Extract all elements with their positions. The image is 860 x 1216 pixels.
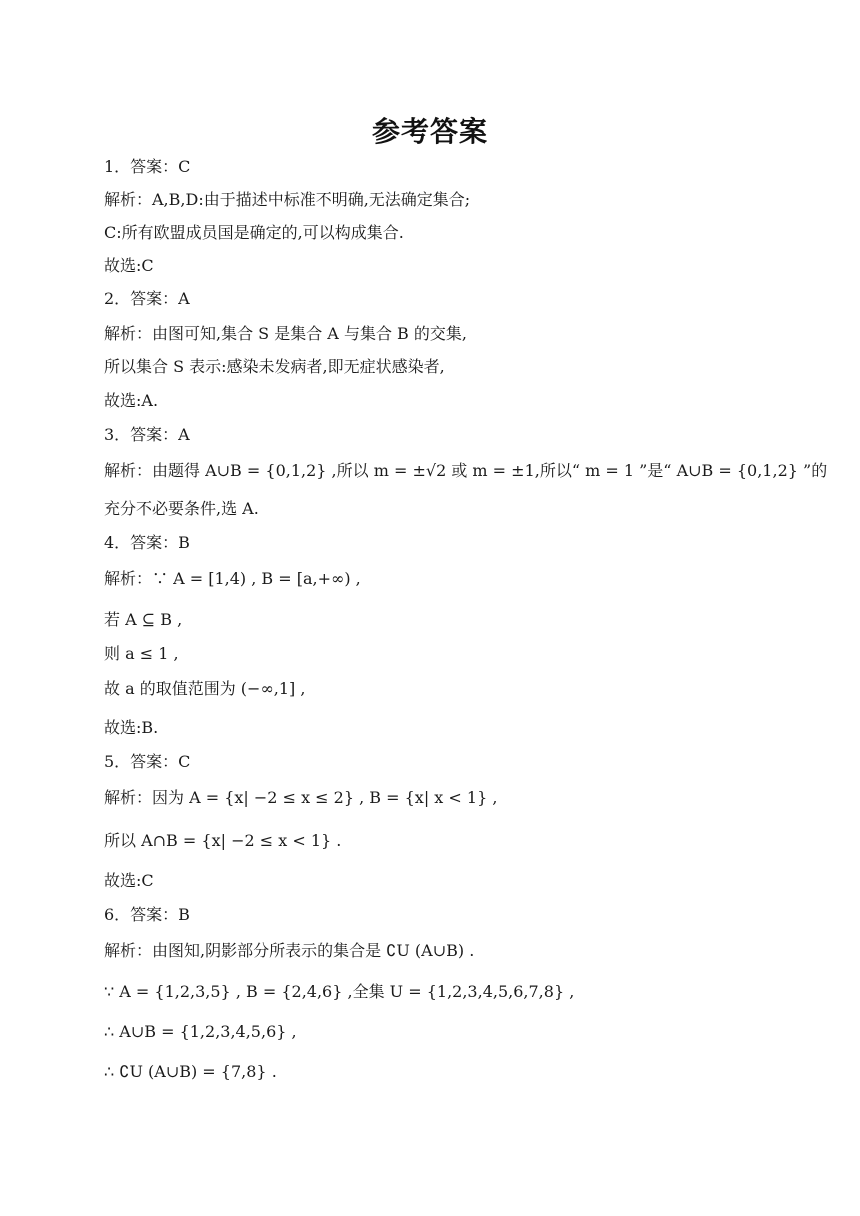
answer-5-explanation-cont: 所以 A∩B = {x| −2 ≤ x < 1} . (104, 831, 342, 850)
page-title: 参考答案 (371, 115, 488, 148)
answer-6-explanation: 解析：由图知,阴影部分所表示的集合是 ∁U (A∪B) . (104, 941, 475, 960)
answer-1-explanation-cont: C:所有欧盟成员国是确定的,可以构成集合. (104, 223, 404, 242)
answer-1-header: 1．答案：C (104, 157, 191, 176)
answer-2-explanation: 解析：由图可知,集合 S 是集合 A 与集合 B 的交集, (104, 324, 467, 343)
answer-2-header: 2．答案：A (104, 289, 190, 308)
answer-6-header: 6．答案：B (104, 905, 190, 924)
answer-6-step-2: ∴ ∁U (A∪B) = {7,8} . (104, 1062, 277, 1081)
answer-1-explanation: 解析：A,B,D:由于描述中标准不明确,无法确定集合; (104, 190, 471, 209)
answer-3-explanation-cont: 充分不必要条件,选 A. (104, 499, 259, 518)
answer-4-step-1: 若 A ⊆ B , (104, 610, 183, 629)
answer-4-explanation: 解析：∵ A = [1,4) , B = [a,+∞) , (104, 569, 361, 588)
answer-4-header: 4．答案：B (104, 533, 190, 552)
answer-4-step-3: 故 a 的取值范围为 (−∞,1] , (104, 679, 306, 698)
answer-4-choice: 故选:B. (104, 718, 159, 737)
answer-5-choice: 故选:C (104, 871, 154, 890)
answer-6-explanation-cont: ∵ A = {1,2,3,5} , B = {2,4,6} ,全集 U = {1,2,3,4,5,6,7,8} , (104, 982, 575, 1001)
answer-3-header: 3．答案：A (104, 425, 190, 444)
answer-5-header: 5．答案：C (104, 752, 191, 771)
answer-2-explanation-cont: 所以集合 S 表示:感染未发病者,即无症状感染者, (104, 357, 445, 376)
answer-4-step-2: 则 a ≤ 1 , (104, 644, 179, 663)
answer-2-choice: 故选:A. (104, 391, 159, 410)
answer-5-explanation: 解析：因为 A = {x| −2 ≤ x ≤ 2} , B = {x| x < 1} , (104, 788, 498, 807)
answer-3-explanation: 解析：由题得 A∪B = {0,1,2} ,所以 m = ±√2 或 m = ±1,所以“ m = 1 ”是“ A∪B = {0,1,2} ”的 (104, 461, 828, 480)
answer-1-choice: 故选:C (104, 256, 154, 275)
answer-6-step-1: ∴ A∪B = {1,2,3,4,5,6} , (104, 1022, 297, 1041)
